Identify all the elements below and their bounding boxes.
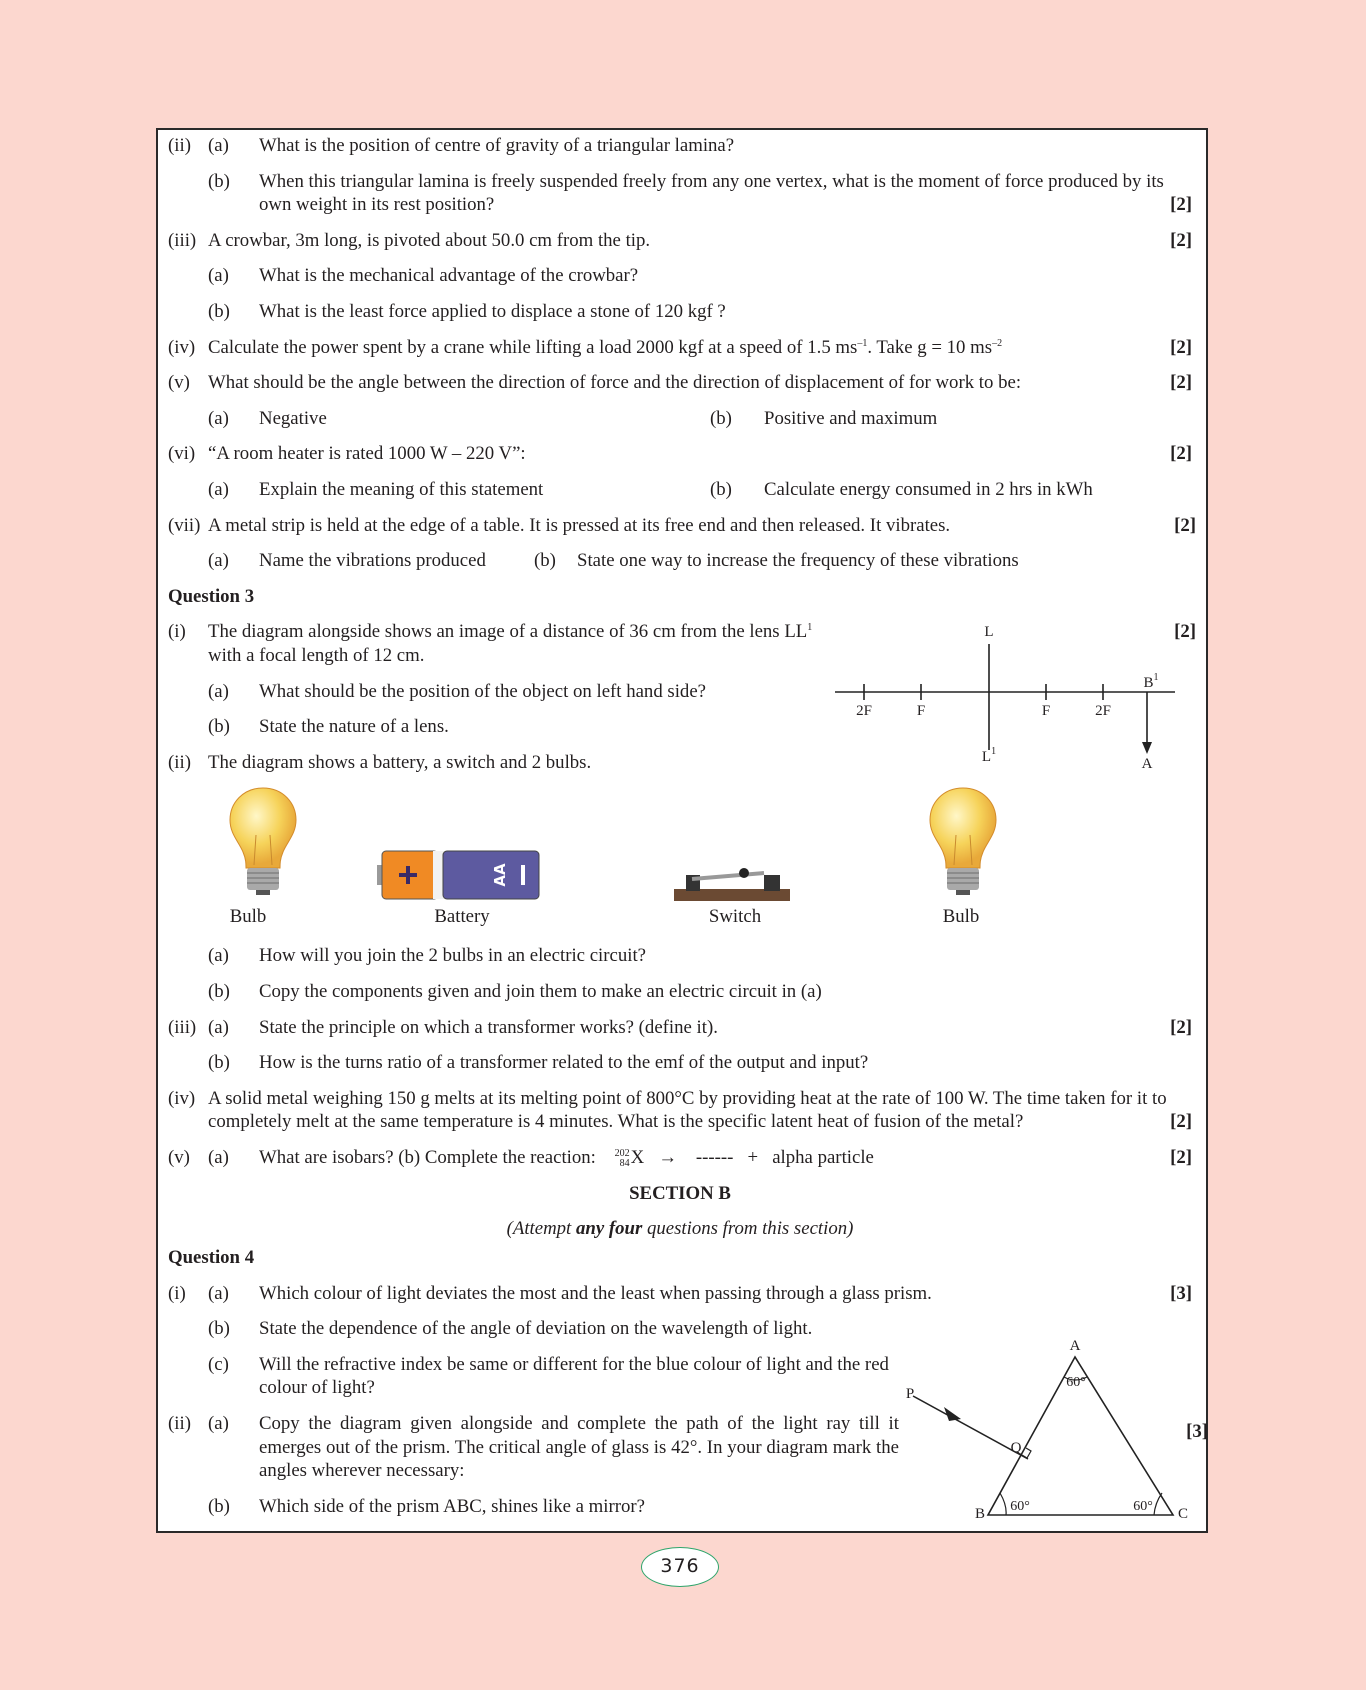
lens-label-L1: $L^1$ <box>981 746 997 765</box>
tick-2F-left: 2F <box>856 703 872 719</box>
bulb-icon <box>926 785 1000 897</box>
question-paper-box <box>156 128 1208 1533</box>
q3-iii-a: (iii) (a) State the principle on which a transformer works? (define it). [2] <box>168 1016 1192 1038</box>
tick-F-right: F <box>1041 703 1051 719</box>
angle-A: 60° <box>1066 1375 1086 1390</box>
q2-iii-b: (b) What is the least force applied to displace a stone of 120 kgf ? <box>208 301 726 323</box>
q3-ii-b: (b) Copy the components given and join them to make an electric circuit in (a) <box>208 980 822 1002</box>
battery-label: AA <box>491 862 509 887</box>
bulb-label: Bulb <box>942 905 980 927</box>
angle-B: 60° <box>1010 1499 1030 1514</box>
prism-diagram <box>903 1335 1208 1530</box>
q2-vi-options: (a) Explain the meaning of this statement (b) Calculate energy consumed in 2 hrs in kWh <box>208 479 1093 501</box>
tick-2F-right: 2F <box>1095 703 1111 719</box>
arrow-icon: → <box>658 1147 678 1169</box>
section-b-instruction: (Attempt any four questions from this section) <box>506 1218 854 1240</box>
bulb-label: Bulb <box>229 905 267 927</box>
switch-label: Switch <box>708 905 762 927</box>
q3-i-b: (b) State the nature of a lens. <box>208 716 449 738</box>
lens-ray-diagram <box>835 626 1180 771</box>
battery-icon <box>377 849 541 903</box>
q4-ii-b: (b) Which side of the prism ABC, shines like a mirror? <box>208 1496 645 1518</box>
question-3-heading: Question 3 <box>168 585 255 607</box>
section-b-heading: SECTION B <box>629 1182 731 1204</box>
battery-label-text: Battery <box>434 905 490 927</box>
vertex-A: A <box>1069 1338 1081 1354</box>
q2-vi: (vi) “A room heater is rated 1000 W – 220 V”: [2] <box>168 443 1192 465</box>
q3-i: (i) The diagram alongside shows an image of a distance of 36 cm from the lens $LL^1$ with a focal length of 12 cm. [2] <box>168 621 1196 667</box>
q2-v-options: (a) Negative (b) Positive and maximum <box>208 407 938 429</box>
atomic-number: 84 <box>619 1157 630 1169</box>
image-label-A: A <box>1141 756 1153 772</box>
point-Q: Q <box>1010 1440 1022 1456</box>
angle-C: 60° <box>1133 1499 1153 1514</box>
bulb-icon <box>226 785 300 897</box>
q4-ii-a: (ii) (a) Copy the diagram given alongside and complete the path of the light ray till it emerges out of the prism. The critical angle of glass is 42°. In your diagram mark the angles wherever necessary: <box>168 1413 899 1482</box>
q3-i-a: (a) What should be the position of the object on left hand side? <box>208 680 706 702</box>
q4-i-c: (c) Will the refractive index be same or different for the blue colour of light and the red colour of light? <box>208 1353 889 1399</box>
q3-iv: (iv) A solid metal weighing 150 g melts at its melting point of 800°C by providing heat at the rate of 100 W. The time taken for it to completely melt at the same temperature is 4 minutes. What is the specific latent heat of fusion of the metal? [2] <box>168 1087 1192 1133</box>
q3-v: (v) (a) What are isobars? (b) Complete the reaction: 202 84X → ------ + alpha particle [2] <box>168 1147 1192 1169</box>
q2-vii: (vii) A metal strip is held at the edge of a table. It is pressed at its free end and then released. It vibrates. [2] <box>168 514 1196 536</box>
q4-i-a: (i) (a) Which colour of light deviates the most and the least when passing through a glass prism. [3] <box>168 1282 1192 1304</box>
point-P: P <box>905 1386 915 1402</box>
q2-ii-a: (ii) (a) What is the position of centre of gravity of a triangular lamina? <box>168 135 735 156</box>
q4-i-b: (b) State the dependence of the angle of deviation on the wavelength of light. <box>208 1318 813 1340</box>
tick-F-left: F <box>916 703 926 719</box>
q3-iii-b: (b) How is the turns ratio of a transformer related to the emf of the output and input? <box>208 1052 869 1074</box>
q3-ii-a: (a) How will you join the 2 bulbs in an electric circuit? <box>208 945 647 967</box>
q2-vii-options: (a) Name the vibrations produced (b) State one way to increase the frequency of these vibrations <box>208 550 1019 572</box>
components-figure <box>168 787 1192 933</box>
q2-v: (v) What should be the angle between the direction of force and the direction of displacement of for work to be: [2] <box>168 372 1192 394</box>
image-label-B1: $B^1$ <box>1143 672 1159 691</box>
page-number: 376 <box>641 1547 719 1587</box>
q2-iii: (iii) A crowbar, 3m long, is pivoted about 50.0 cm from the tip. [2] <box>168 229 1192 251</box>
vertex-C: C <box>1177 1506 1189 1522</box>
q2-iv: (iv) Calculate the power spent by a crane while lifting a load 2000 kgf at a speed of 1.5 $ms^{-1}$. Take g = 10 $ms^{-2}$ [2] <box>168 336 1192 358</box>
question-4-heading: Question 4 <box>168 1246 255 1268</box>
vertex-B: B <box>974 1506 986 1522</box>
q4-ii-marks: [3] <box>1186 1421 1208 1442</box>
switch-icon <box>672 865 792 903</box>
q2-iii-a: (a) What is the mechanical advantage of the crowbar? <box>208 265 639 287</box>
lens-label-L: L <box>984 624 994 640</box>
mass-number: 202 <box>614 1147 630 1159</box>
q2-ii-b: (b) When this triangular lamina is freely suspended freely from any one vertex, what is the moment of force produced by its own weight in its rest position? [2] <box>208 170 1192 216</box>
q3-ii: (ii) The diagram shows a battery, a switch and 2 bulbs. <box>168 751 592 773</box>
